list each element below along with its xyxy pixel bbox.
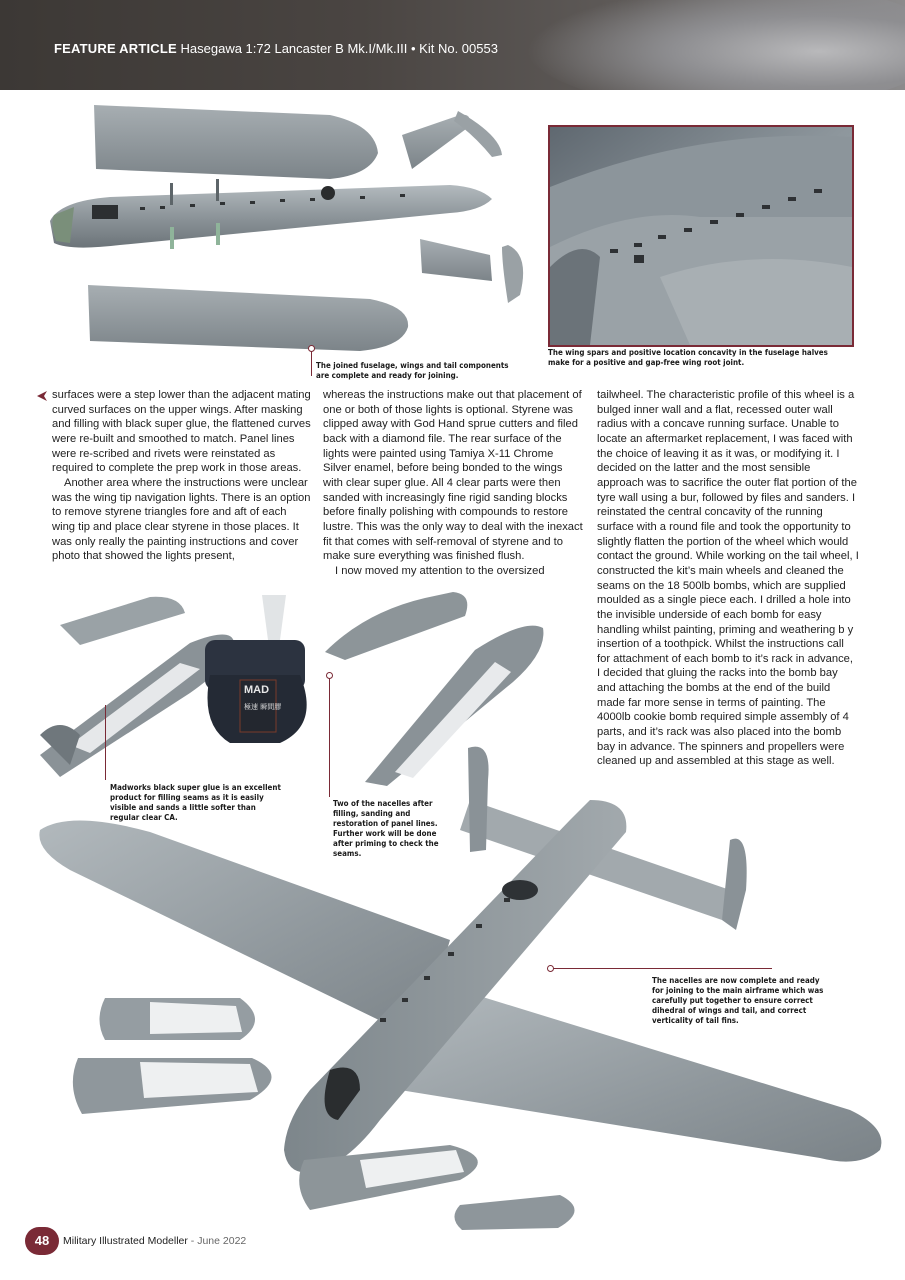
section-label: FEATURE ARTICLE	[54, 41, 177, 56]
caption-leader-line	[311, 350, 312, 376]
caption-nacelles-filling: Two of the nacelles after filling, sanding and restoration of panel lines. Further work will be done after priming to check the seams.	[333, 798, 439, 858]
paragraph: tailwheel. The characteristic profile of this wheel is a bulged inner wall and a flat, recessed outer wall radius with a concave running surface. Unable to locate an aftermarket replacement, I was faced with the choice of leaving it as it was, or modifying it. I decided on the latter and the most sensible approach was to sacrifice the outer flat portion of the tyre wall using a bur, followed by files and sanders. I reinstated the central concavity of the running surface with a round file and took the opportunity to slightly flatten the portion of the wheel which would contact the ground. While working on the tail wheel, I constructed the kit’s main wheels and cleaned the seams on the 18 500lb bombs, which are supplied moulded as a single piece each. I drilled a hole into the invisible underside of each bomb for easy handling whilst painting, priming and weathering b y insertion of a toothpick. Whilst the instructions call for attachment of each bomb to it’s rack in advance, I decided that gluing the racks into the bomb bay and attaching the bombs at the end of the build made far more sense in terms of painting. The 4000lb cookie bomb required simple assembly of 4 parts, and it’s rack was also placed into the bomb bay in advance. The spinners and propellers were cleaned up and assembled at this stage as well.	[597, 389, 859, 768]
header-title	[54, 41, 498, 56]
body-column-3	[597, 388, 859, 769]
lower-wing-part	[88, 285, 408, 351]
photo-fuselage-components	[30, 95, 540, 375]
glue-label: 極速 瞬間膠	[244, 703, 282, 711]
tail-fin-right	[722, 839, 747, 930]
caption-nacelles-complete: The nacelles are now complete and ready for joining to the main airframe which was carefully put together to ensure correct dihedral of wings and tail, and correct verticality of tail fins.	[652, 975, 824, 1025]
tail-fin-left	[468, 747, 489, 852]
footer-publication	[63, 1235, 246, 1247]
arrow-left-icon	[37, 391, 49, 401]
paragraph: whereas the instructions make out that placement of one or both of those lights is optional. Styrene was clipped away with God Hand sprue cutters and filed back with a diamond file. The rear surface of the lights were painted using Tamiya X-11 Chrome Silver enamel, before being bonded to the wings with clear super glue. All 4 clear parts were then sanded with increasingly fine rigid sanding blocks before finally polishing with compounds to restore lustre. This was the only way to deal with the inexact fit that comes with self-removal of styrene and to make sure everything was finished flush.	[323, 389, 583, 563]
caption-leader-dot	[547, 965, 554, 972]
paragraph: surfaces were a step lower than the adjacent mating curved surfaces on the upper wings. After masking and filling with black super glue, the flattened curves were re-built and smoothed to match. Panel lines were re-scribed and rivets were reinstated as required to complete the prep work in those areas.	[52, 389, 311, 475]
nacelle-part	[454, 1195, 574, 1230]
caption-leader-line	[552, 968, 772, 969]
tail-plane-lower	[420, 239, 492, 281]
header-aircraft-photo	[525, 0, 905, 90]
issue-date: - June 2022	[187, 1235, 247, 1247]
caption-leader-dot	[326, 672, 333, 679]
magazine-name: Military Illustrated Modeller	[63, 1235, 188, 1247]
page-number: 48	[25, 1227, 59, 1255]
paragraph: I now moved my attention to the oversized	[335, 564, 545, 577]
caption-fuselage: The joined fuselage, wings and tail components are complete and ready for joining.	[316, 360, 509, 380]
photo-wing-root-closeup	[548, 125, 854, 347]
glue-brand: MAD	[244, 684, 270, 696]
upper-wing-part	[94, 105, 378, 179]
caption-glue: Madworks black super glue is an excellent product for filling seams as it is easily visible and sands a little softer than regular clear CA.	[110, 782, 281, 822]
caption-leader-dot	[308, 345, 315, 352]
page-header	[0, 0, 905, 90]
body-column-1	[52, 388, 312, 564]
paragraph: Another area where the instructions were unclear was the wing tip navigation lights. There is an option to remove styrene triangles fore and aft of each wing tip and place clear styrene in those places. It was only really the painting instructions and cover photo that showed the lights present,	[52, 476, 311, 563]
article-subtitle: Hasegawa 1:72 Lancaster B Mk.I/Mk.III • Kit No. 00553	[180, 41, 498, 56]
body-column-2	[323, 388, 583, 579]
caption-wing-spars: The wing spars and positive location concavity in the fuselage halves make for a positive and gap-free wing root joint.	[548, 347, 828, 367]
